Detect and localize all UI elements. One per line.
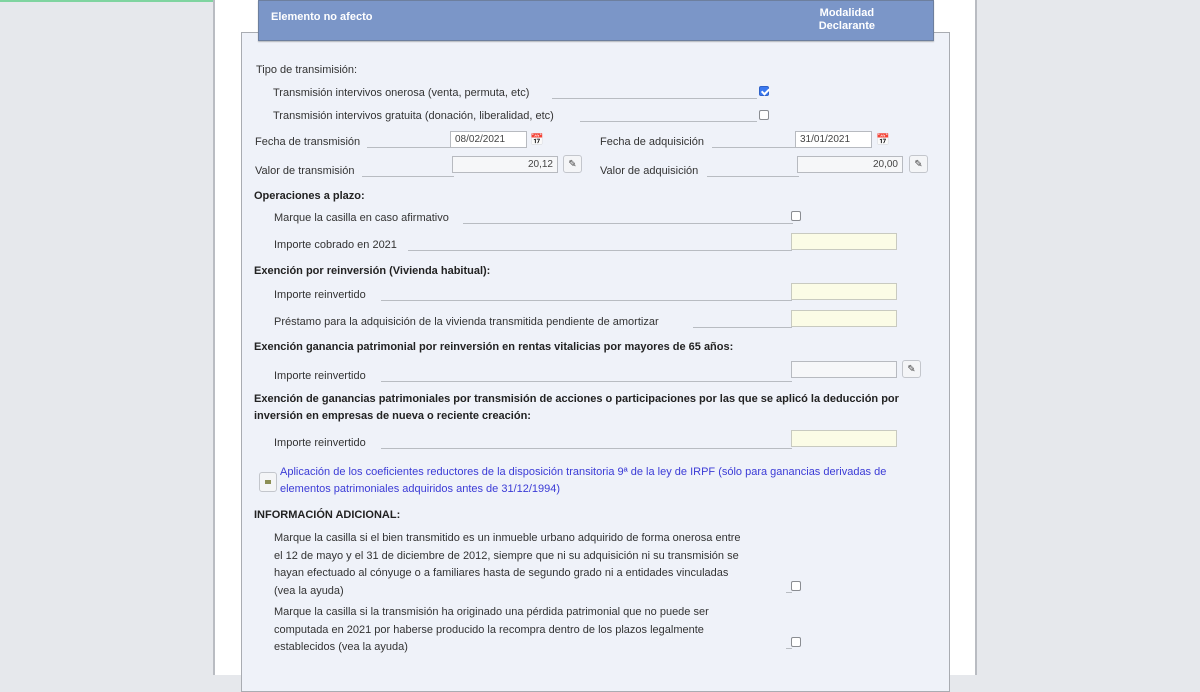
coeficientes-link[interactable] <box>280 464 886 498</box>
importe-reinvertido-acciones-label: Importe reinvertido <box>274 437 366 449</box>
importe-reinvertido-label: Importe reinvertido <box>274 289 366 301</box>
right-margin <box>977 0 1200 675</box>
valor-transmision-input[interactable] <box>452 156 558 173</box>
leader-line <box>580 121 757 122</box>
exencion-acciones-title-2: inversión en empresas de nueva o reciente creación: <box>254 410 531 422</box>
gratuita-checkbox[interactable] <box>759 110 769 120</box>
pencil-icon[interactable]: ✎ <box>909 155 928 173</box>
leader-line <box>362 176 454 177</box>
importe-cobrado-input[interactable] <box>791 233 897 250</box>
leader-line <box>381 300 792 301</box>
marque-casilla-label: Marque la casilla en caso afirmativo <box>274 212 449 224</box>
modalidad-label <box>819 7 875 33</box>
leader-line <box>552 98 757 99</box>
text-line: Marque la casilla si el bien transmitido es un inmueble urbano adquirido de forma onerosa entre <box>274 532 741 544</box>
leader-line <box>381 448 792 449</box>
leader-line <box>786 592 792 593</box>
modalidad-line2: Declarante <box>818 20 875 32</box>
text-line: el 12 de mayo y el 31 de diciembre de 2012, siempre que ni su adquisición ni su transmisión se <box>274 549 739 562</box>
valor-adquisicion-label: Valor de adquisición <box>600 165 699 177</box>
gratuita-label: Transmisión intervivos gratuita (donación, liberalidad, etc) <box>273 110 554 122</box>
leader-line <box>408 250 792 251</box>
prestamo-input[interactable] <box>791 310 897 327</box>
importe-reinvertido-rentas-input[interactable] <box>791 361 897 378</box>
valor-transmision-label: Valor de transmisión <box>255 165 355 177</box>
text-line: (vea la ayuda) <box>274 584 344 597</box>
exencion-acciones-title-1: Exención de ganancias patrimoniales por transmisión de acciones o participaciones por las que se aplicó la deducción por <box>254 393 899 405</box>
pencil-icon[interactable]: ✎ <box>902 360 921 378</box>
fecha-adquisicion-input[interactable] <box>795 131 872 148</box>
onerosa-checkbox[interactable] <box>759 86 769 96</box>
leader-line <box>463 223 793 224</box>
operaciones-plazo-checkbox[interactable] <box>791 211 801 221</box>
calendar-icon[interactable]: 📅 <box>530 134 544 146</box>
coeficientes-link-line1[interactable]: Aplicación de los coeficientes reductores de la disposición transitoria 9ª de la ley de IRPF (sólo para ganancias derivadas de <box>280 466 887 478</box>
info-item-2-checkbox[interactable] <box>791 637 801 647</box>
leader-line <box>367 147 450 148</box>
info-adicional-title: INFORMACIÓN ADICIONAL: <box>254 509 401 521</box>
importe-cobrado-label: Importe cobrado en 2021 <box>274 239 397 251</box>
fecha-adquisicion-label: Fecha de adquisición <box>600 136 704 148</box>
exencion-vivienda-title: Exención por reinversión (Vivienda habitual): <box>254 265 491 277</box>
info-item-2-text <box>274 604 709 657</box>
onerosa-label: Transmisión intervivos onerosa (venta, permuta, etc) <box>273 87 530 99</box>
text-line: hayan efectuado al cónyuge o a familiares hasta de segundo grado ni a entidades vinculadas <box>274 567 729 579</box>
info-item-1-text <box>274 530 741 600</box>
exencion-rentas-title: Exención ganancia patrimonial por reinversión en rentas vitalicias por mayores de 65 años: <box>254 341 734 353</box>
importe-reinvertido-acciones-input[interactable] <box>791 430 897 447</box>
calendar-icon[interactable]: 📅 <box>876 134 890 146</box>
valor-adquisicion-input[interactable] <box>797 156 903 173</box>
tipo-transmision-label: Tipo de transimisión: <box>256 64 358 76</box>
text-line: Marque la casilla si la transmisión ha originado una pérdida patrimonial que no puede ser <box>274 606 709 618</box>
text-line: establecidos (vea la ayuda) <box>274 641 408 653</box>
prestamo-label: Préstamo para la adquisición de la vivienda transmitida pendiente de amortizar <box>274 316 659 328</box>
leader-line <box>786 648 792 649</box>
coeficientes-link-line2[interactable]: elementos patrimoniales adquiridos antes de 31/12/1994) <box>280 483 561 495</box>
text-line: computada en 2021 por haberse producido la recompra dentro de los plazos legalmente <box>274 623 704 636</box>
leader-line <box>712 147 795 148</box>
info-item-1-checkbox[interactable] <box>791 581 801 591</box>
pencil-icon[interactable]: ✎ <box>563 155 582 173</box>
section-header <box>258 0 934 41</box>
importe-reinvertido-vivienda-input[interactable] <box>791 283 897 300</box>
document-icon[interactable] <box>259 472 277 492</box>
fecha-transmision-label: Fecha de transmisión <box>255 136 361 148</box>
modalidad-line1: Modalidad <box>819 7 875 19</box>
section-title: Elemento no afecto <box>271 11 373 23</box>
leader-line <box>707 176 799 177</box>
fecha-transmision-input[interactable] <box>450 131 527 148</box>
leader-line <box>381 381 792 382</box>
importe-reinvertido-rentas-label: Importe reinvertido <box>274 370 366 382</box>
leader-line <box>693 327 792 328</box>
operaciones-plazo-title: Operaciones a plazo: <box>254 190 365 202</box>
